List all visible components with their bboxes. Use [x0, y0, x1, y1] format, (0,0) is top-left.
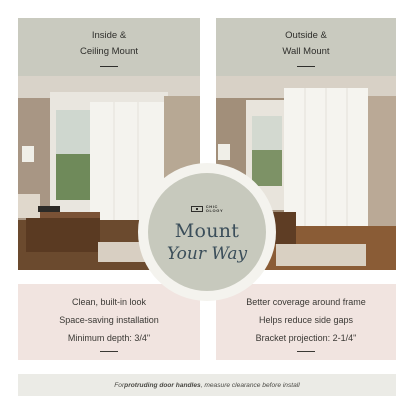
inside-mount-header [18, 18, 200, 76]
clearance-note [18, 374, 396, 396]
header-title-line2: Wall Mount [282, 45, 330, 57]
badge-inner [148, 173, 266, 291]
feature-item: Clean, built-in look [71, 296, 147, 307]
feature-item: Bracket projection: 2-1/4" [255, 332, 357, 343]
features-divider [297, 351, 315, 352]
feature-item: Minimum depth: 3/4" [67, 332, 151, 343]
header-title-line1: Outside & [285, 29, 327, 41]
brand-mark-icon [191, 206, 203, 212]
badge-subtitle: Your Way [166, 243, 248, 264]
header-divider [100, 66, 118, 67]
note-emphasis: protruding door handles [124, 381, 201, 389]
brand-line2: OLOGY [205, 208, 224, 213]
inside-mount-features [18, 284, 200, 360]
brand-line1: CHIC [205, 203, 218, 209]
feature-item: Helps reduce side gaps [258, 314, 354, 325]
header-title-line2: Ceiling Mount [79, 45, 139, 57]
header-divider [297, 66, 315, 67]
feature-item: Space-saving installation [59, 314, 159, 325]
note-prefix: For [114, 381, 125, 389]
feature-item: Better coverage around frame [246, 296, 366, 307]
mount-your-way-badge [138, 163, 276, 301]
brand-logo [191, 205, 223, 214]
brand-wordmark [206, 205, 223, 214]
outside-mount-features [216, 284, 396, 360]
header-title-line1: Inside & [91, 29, 127, 41]
outside-mount-header [216, 18, 396, 76]
features-divider [100, 351, 118, 352]
note-suffix: , measure clearance before install [200, 381, 300, 389]
badge-title: Mount [174, 219, 240, 242]
